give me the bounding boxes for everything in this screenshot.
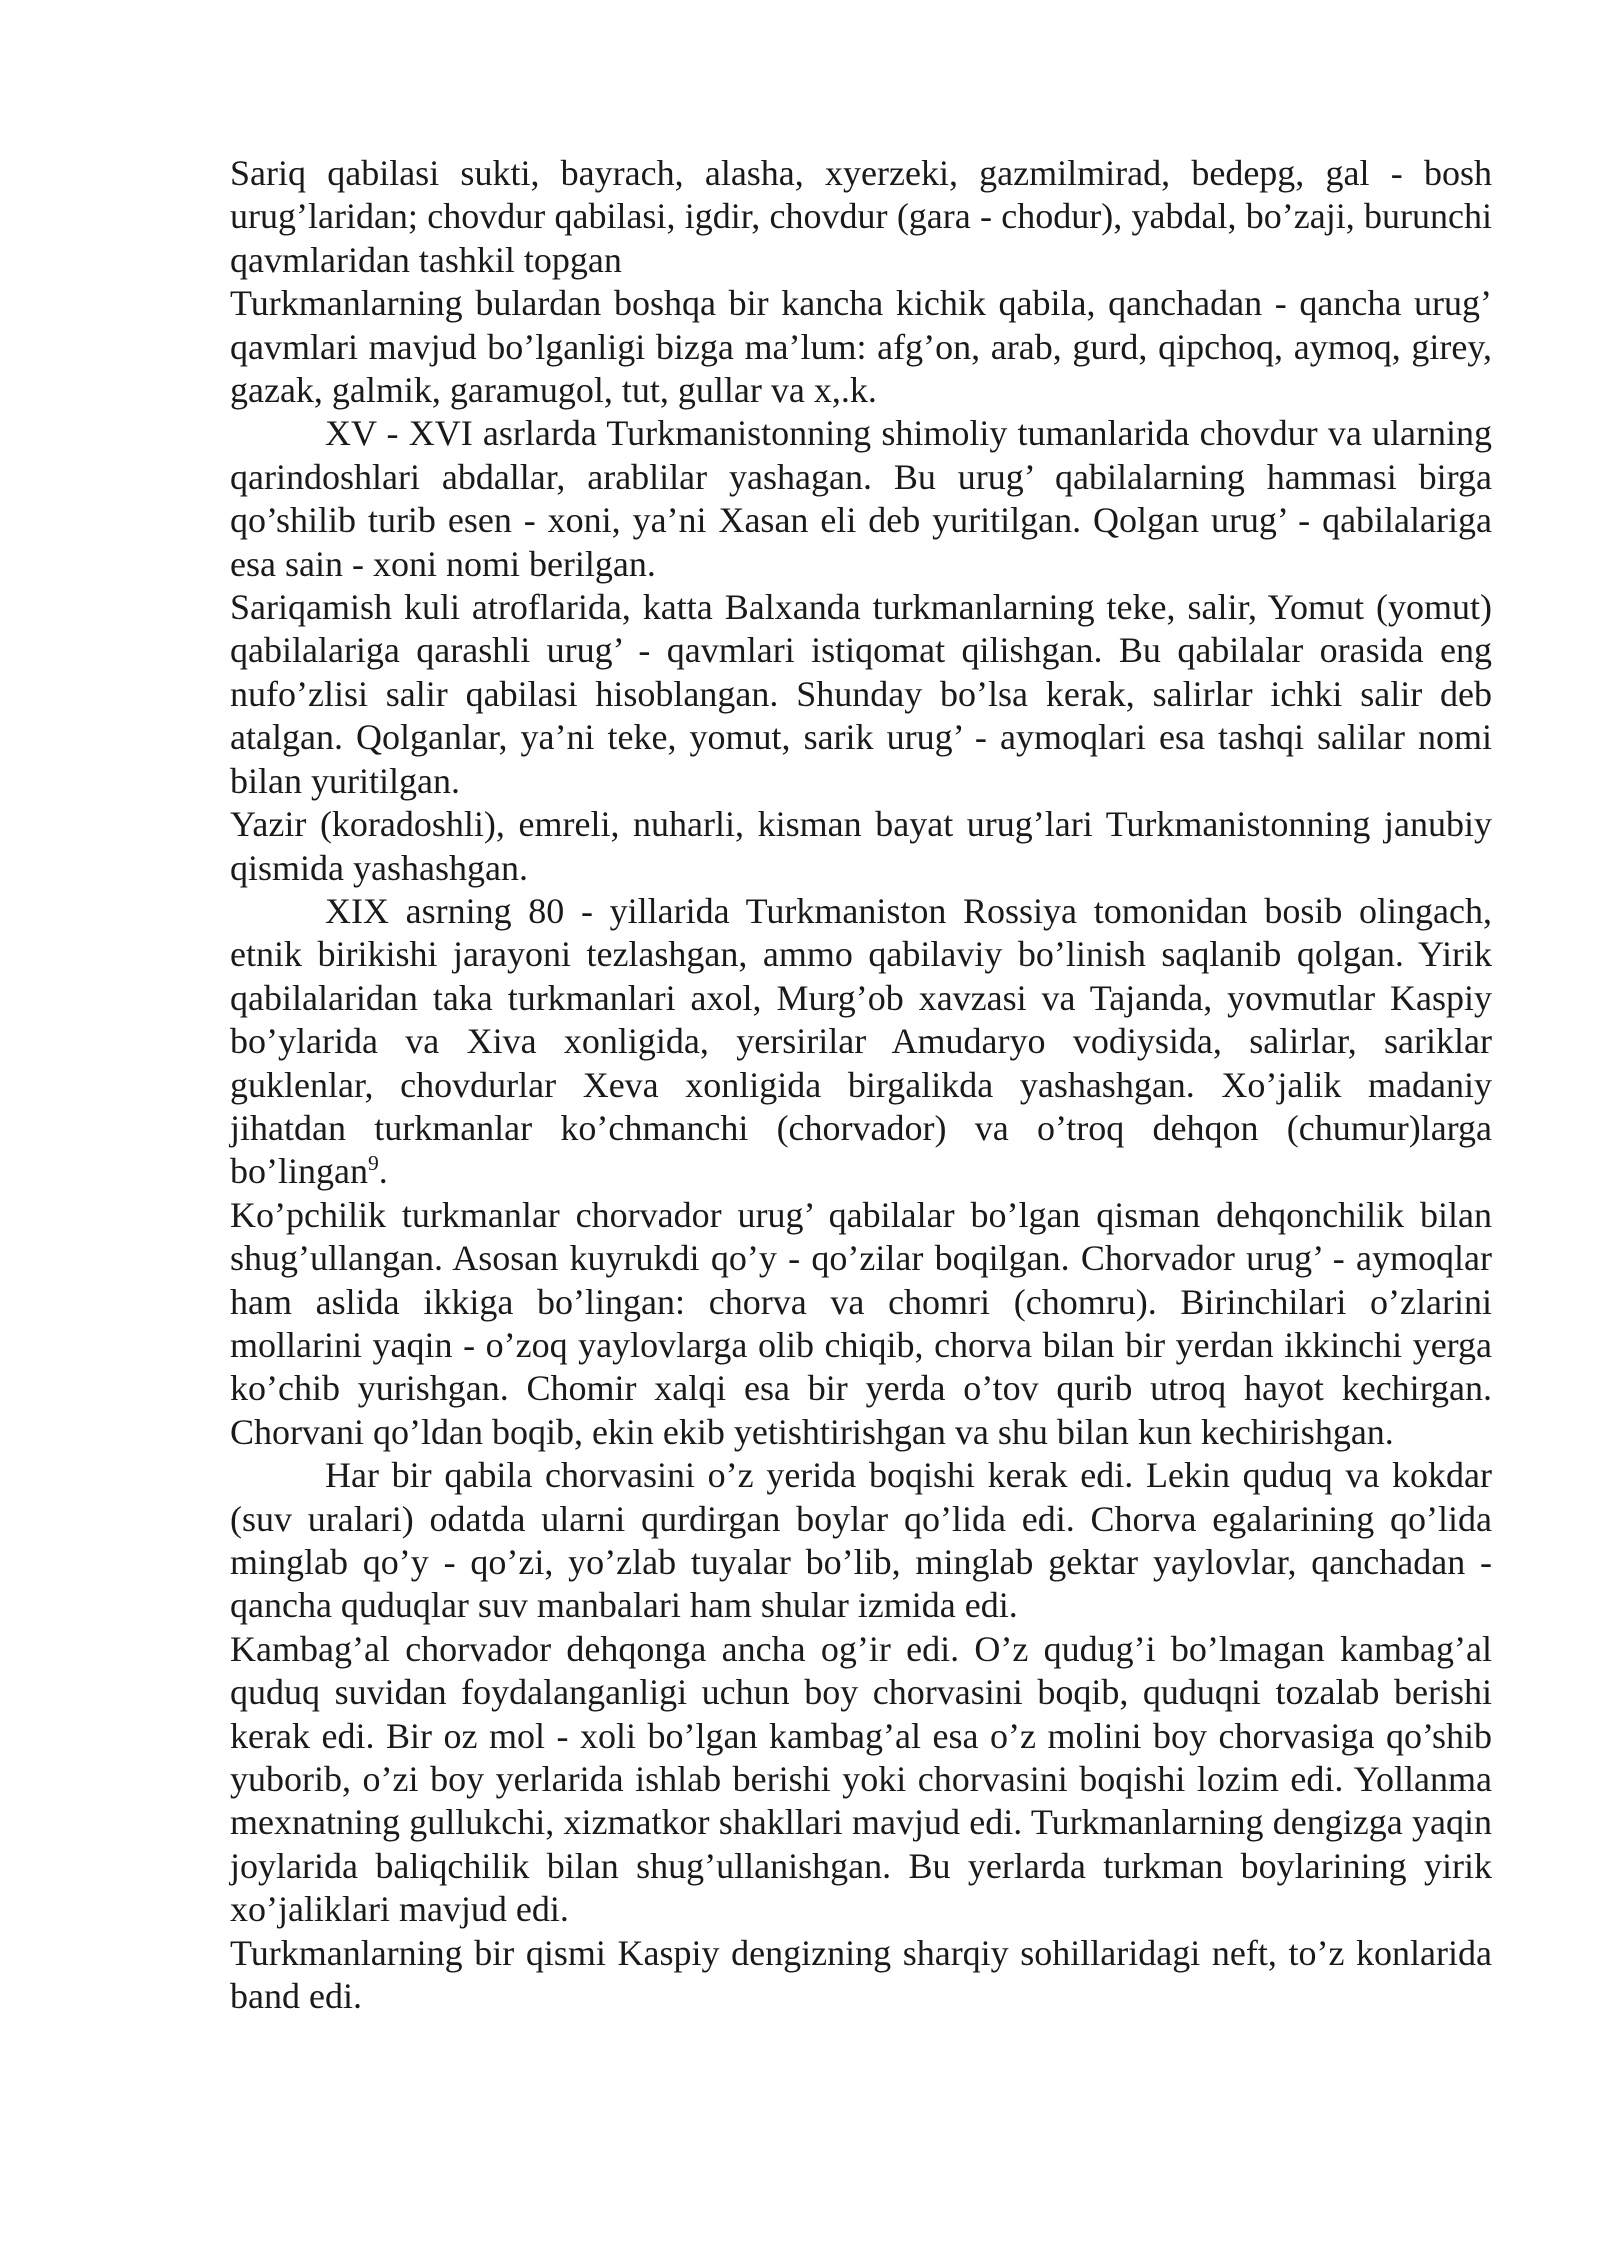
body-text [230, 152, 1492, 2018]
paragraph-4: Sariqamish kuli atroflarida, katta Balxanda turkmanlarning teke, salir, Yomut (yomut) qabilalariga qarashli urug’ - qavmlari istiqomat qilishgan. Bu qabilalar orasida eng nufo’zlisi salir qabilasi hisoblangan. Shunday bo’lsa kerak, salirlar ichki salir deb atalgan. Qolganlar, ya’ni teke, yomut, sarik urug’ - aymoqlari esa tashqi salilar nomi bilan yuritilgan. [230, 587, 1492, 801]
paragraph-7: Ko’pchilik turkmanlar chorvador urug’ qabilalar bo’lgan qisman dehqonchilik bilan shug’ullangan. Asosan kuyrukdi qo’y - qo’zilar boqilgan. Chorvador urug’ - aymoqlar ham aslida ikkiga bo’lingan: chorva va chomri (chomru). Birinchilari o’zlarini mollarini yaqin - o’zoq yaylovlarga olib chiqib, chorva bilan bir yerdan ikkinchi yerga ko’chib yurishgan. Chomir xalqi esa bir yerda o’tov qurib utroq hayot kechirgan. Chorvani qo’ldan boqib, ekin ekib yetishtirishgan va shu bilan kun kechirishgan. [230, 1194, 1492, 1452]
footnote-reference[interactable]: 9 [367, 1151, 379, 1176]
paragraph-2: Turkmanlarning bulardan boshqa bir kancha kichik qabila, qanchadan - qancha urug’ qavmlari mavjud bo’lganligi bizga ma’lum: afg’on, arab, gurd, qipchoq, aymoq, girey, gazak, galmik, garamugol, tut, gullar va x,.k. [230, 283, 1492, 411]
paragraph-6-period: . [378, 1151, 388, 1192]
paragraph-9: Kambag’al chorvador dehqonga ancha og’ir edi. O’z qudug’i bo’lmagan kambag’al quduq suvidan foydalanganligi uchun boy chorvasini boqib, quduqni tozalab berishi kerak edi. Bir oz mol - xoli bo’lgan kambag’al esa o’z molini boy chorvasiga qo’shib yuborib, o’zi boy yerlarida ishlab berishi yoki chorvasini boqishi lozim edi. Yollanma mexnatning gullukchi, xizmatkor shakllari mavjud edi. Turkmanlarning dengizga yaqin joylarida baliqchilik bilan shug’ullanishgan. Bu yerlarda turkman boylarining yirik xo’jaliklari mavjud edi. [230, 1628, 1492, 1930]
paragraph-8: Har bir qabila chorvasini o’z yerida boqishi kerak edi. Lekin quduq va kokdar (suv uralari) odatda ularni qurdirgan boylar qo’lida edi. Chorva egalarining qo’lida minglab qo’y - qo’zi, yo’zlab tuyalar bo’lib, minglab gektar yaylovlar, qanchadan - qancha quduqlar suv manbalari ham shular izmida edi. [230, 1455, 1492, 1626]
paragraph-10: Turkmanlarning bir qismi Kaspiy dengizning sharqiy sohillaridagi neft, to’z konlarida band edi. [230, 1932, 1492, 2017]
paragraph-6-text: XIX asrning 80 - yillarida Turkmaniston Rossiya tomonidan bosib olingach, etnik birikishi jarayoni tezlashgan, ammo qabilaviy bo’linish saqlanib qolgan. Yirik qabilalaridan taka turkmanlari axol, Murg’ob xavzasi va Tajanda, yovmutlar Kaspiy bo’ylarida va Xiva xonligida, yersirilar Amudaryo vodiysida, salirlar, sariklar guklenlar, chovdurlar Xeva xonligida birgalikda yashashgan. Xo’jalik madaniy jihatdan turkmanlar ko’chmanchi (chorvador) va o’troq dehqon (chumur)larga bo’lingan [230, 890, 1492, 1192]
paragraph-5: Yazir (koradoshli), emreli, nuharli, kisman bayat urug’lari Turkmanistonning janubiy qismida yashashgan. [230, 804, 1492, 888]
paragraph-6 [230, 890, 1492, 1194]
paragraph-1: Sariq qabilasi sukti, bayrach, alasha, xyerzeki, gazmilmirad, bedepg, gal - bosh urug’laridan; chovdur qabilasi, igdir, chovdur (gara - chodur), yabdal, bo’zaji, burunchi qavmlaridan tashkil topgan [230, 153, 1492, 280]
paragraph-3: XV - XVI asrlarda Turkmanistonning shimoliy tumanlarida chovdur va ularning qarindoshlari abdallar, arablilar yashagan. Bu urug’ qabilalarning hammasi birga qo’shilib turib esen - xoni, ya’ni Xasan eli deb yuritilgan. Qolgan urug’ - qabilalariga esa sain - xoni nomi berilgan. [230, 413, 1492, 584]
